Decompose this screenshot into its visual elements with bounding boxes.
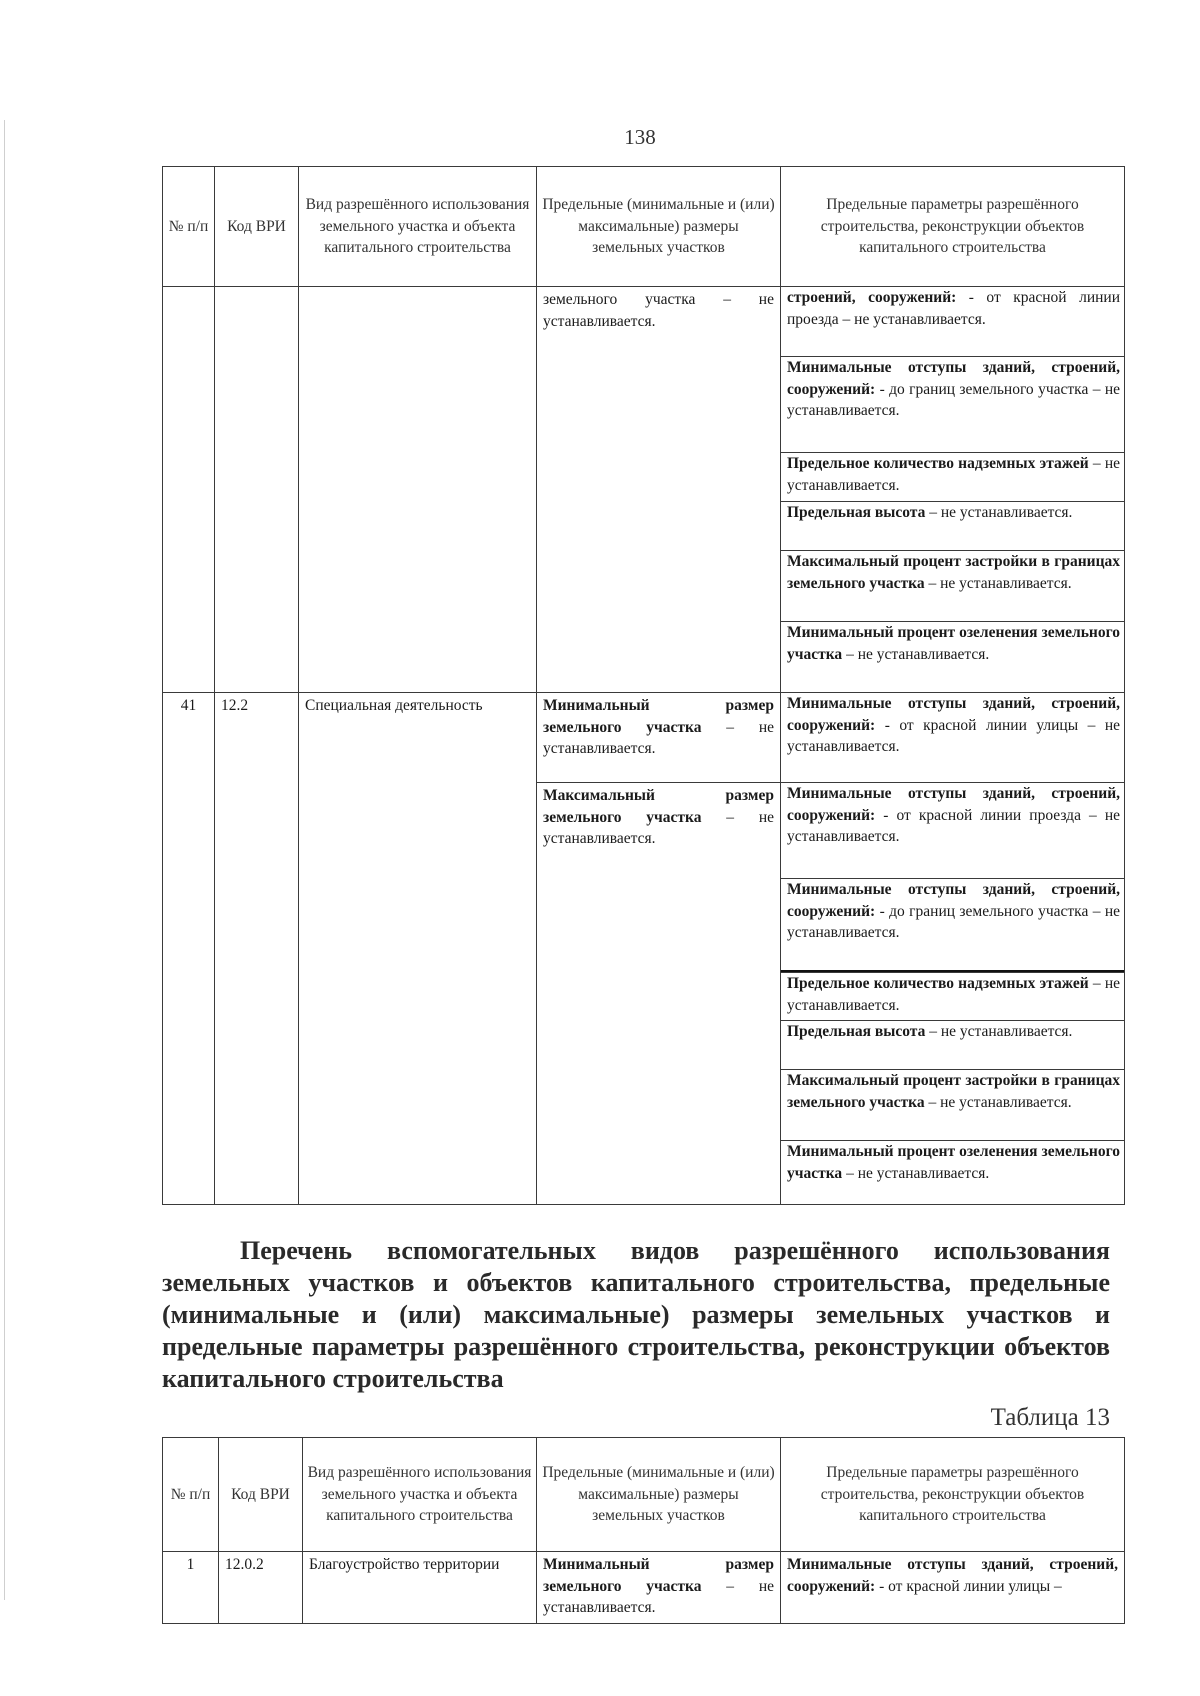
cell-params: Минимальные отступы зданий, строений, сооружений: - от красной линии улицы – <box>781 1552 1125 1624</box>
param-block: Минимальные отступы зданий, строений, сооружений: - до границ земельного участка – не устанавливается. <box>781 878 1124 972</box>
table-row-continuation <box>163 287 1125 693</box>
table-row-1 <box>163 1552 1125 1624</box>
header-use: Вид разрешённого использования земельного участка и объекта капитального строительства <box>303 1438 537 1552</box>
cell-size: Минимальный размер земельного участка – не устанавливается. <box>537 1552 781 1624</box>
cell-use: Благоустройство территории <box>303 1552 537 1624</box>
scan-edge-line <box>4 120 5 1600</box>
auxiliary-uses-table <box>162 1437 1125 1624</box>
cell-code: 12.0.2 <box>219 1552 303 1624</box>
cell-code <box>215 287 299 693</box>
param-block: Предельная высота – не устанавливается. <box>781 1020 1124 1069</box>
param-block: Минимальные отступы зданий, строений, сооружений: - от красной линии улицы – не устанавливается. <box>787 695 1120 755</box>
cell-size-min: Минимальный размер земельного участка – не устанавливается. <box>537 693 781 783</box>
param-block: Максимальный процент застройки в границах земельного участка – не устанавливается. <box>781 1069 1124 1140</box>
header-size: Предельные (минимальные и (или) максимальные) размеры земельных участков <box>537 1438 781 1552</box>
cell-size: земельного участка – не устанавливается. <box>537 287 781 693</box>
regulations-table-continued <box>162 166 1125 1205</box>
param-block: строений, сооружений: - от красной линии проезда – не устанавливается. <box>787 289 1121 328</box>
cell-params <box>781 783 1125 1205</box>
table-label: Таблица 13 <box>990 1404 1110 1431</box>
table-header-row <box>163 167 1125 287</box>
cell-use <box>299 287 537 693</box>
header-num: № п/п <box>163 167 215 287</box>
param-block: Предельная высота – не устанавливается. <box>781 501 1124 550</box>
cell-num: 1 <box>163 1552 219 1624</box>
param-block: Минимальный процент озеленения земельного участка – не устанавливается. <box>781 621 1124 665</box>
cell-num <box>163 287 215 693</box>
cell-code: 12.2 <box>215 693 299 1205</box>
param-block: Минимальные отступы зданий, строений, сооружений: - от красной линии проезда – не устанавливается. <box>787 785 1120 845</box>
header-size: Предельные (минимальные и (или) максимальные) размеры земельных участков <box>537 167 781 287</box>
param-block: Минимальные отступы зданий, строений, сооружений: - до границ земельного участка – не устанавливается. <box>781 356 1124 452</box>
table-row-41 <box>163 693 1125 783</box>
param-block: Предельное количество надземных этажей – не устанавливается. <box>781 452 1124 501</box>
param-block: Предельное количество надземных этажей – не устанавливается. <box>781 972 1124 1020</box>
cell-params <box>781 693 1125 783</box>
cell-size-max: Максимальный размер земельного участка – не устанавливается. <box>537 783 781 1205</box>
header-num: № п/п <box>163 1438 219 1552</box>
param-block: Максимальный процент застройки в границах земельного участка – не устанавливается. <box>781 550 1124 621</box>
cell-num: 41 <box>163 693 215 1205</box>
section-heading: Перечень вспомогательных видов разрешённого использования земельных участков и объектов капитального строительства, предельные (минимальные и (или) максимальные) размеры земельных участков и предельные параметры разрешённого строительства, реконструкции объектов капитального строительства <box>162 1236 1110 1393</box>
header-params: Предельные параметры разрешённого строительства, реконструкции объектов капитального строительства <box>781 167 1125 287</box>
param-block: Минимальный процент озеленения земельного участка – не устанавливается. <box>781 1140 1124 1184</box>
table-header-row <box>163 1438 1125 1552</box>
header-code: Код ВРИ <box>215 167 299 287</box>
page-number: 138 <box>624 125 656 149</box>
header-params: Предельные параметры разрешённого строительства, реконструкции объектов капитального строительства <box>781 1438 1125 1552</box>
cell-use: Специальная деятельность <box>299 693 537 1205</box>
cell-params <box>781 287 1125 693</box>
header-use: Вид разрешённого использования земельного участка и объекта капитального строительства <box>299 167 537 287</box>
header-code: Код ВРИ <box>219 1438 303 1552</box>
